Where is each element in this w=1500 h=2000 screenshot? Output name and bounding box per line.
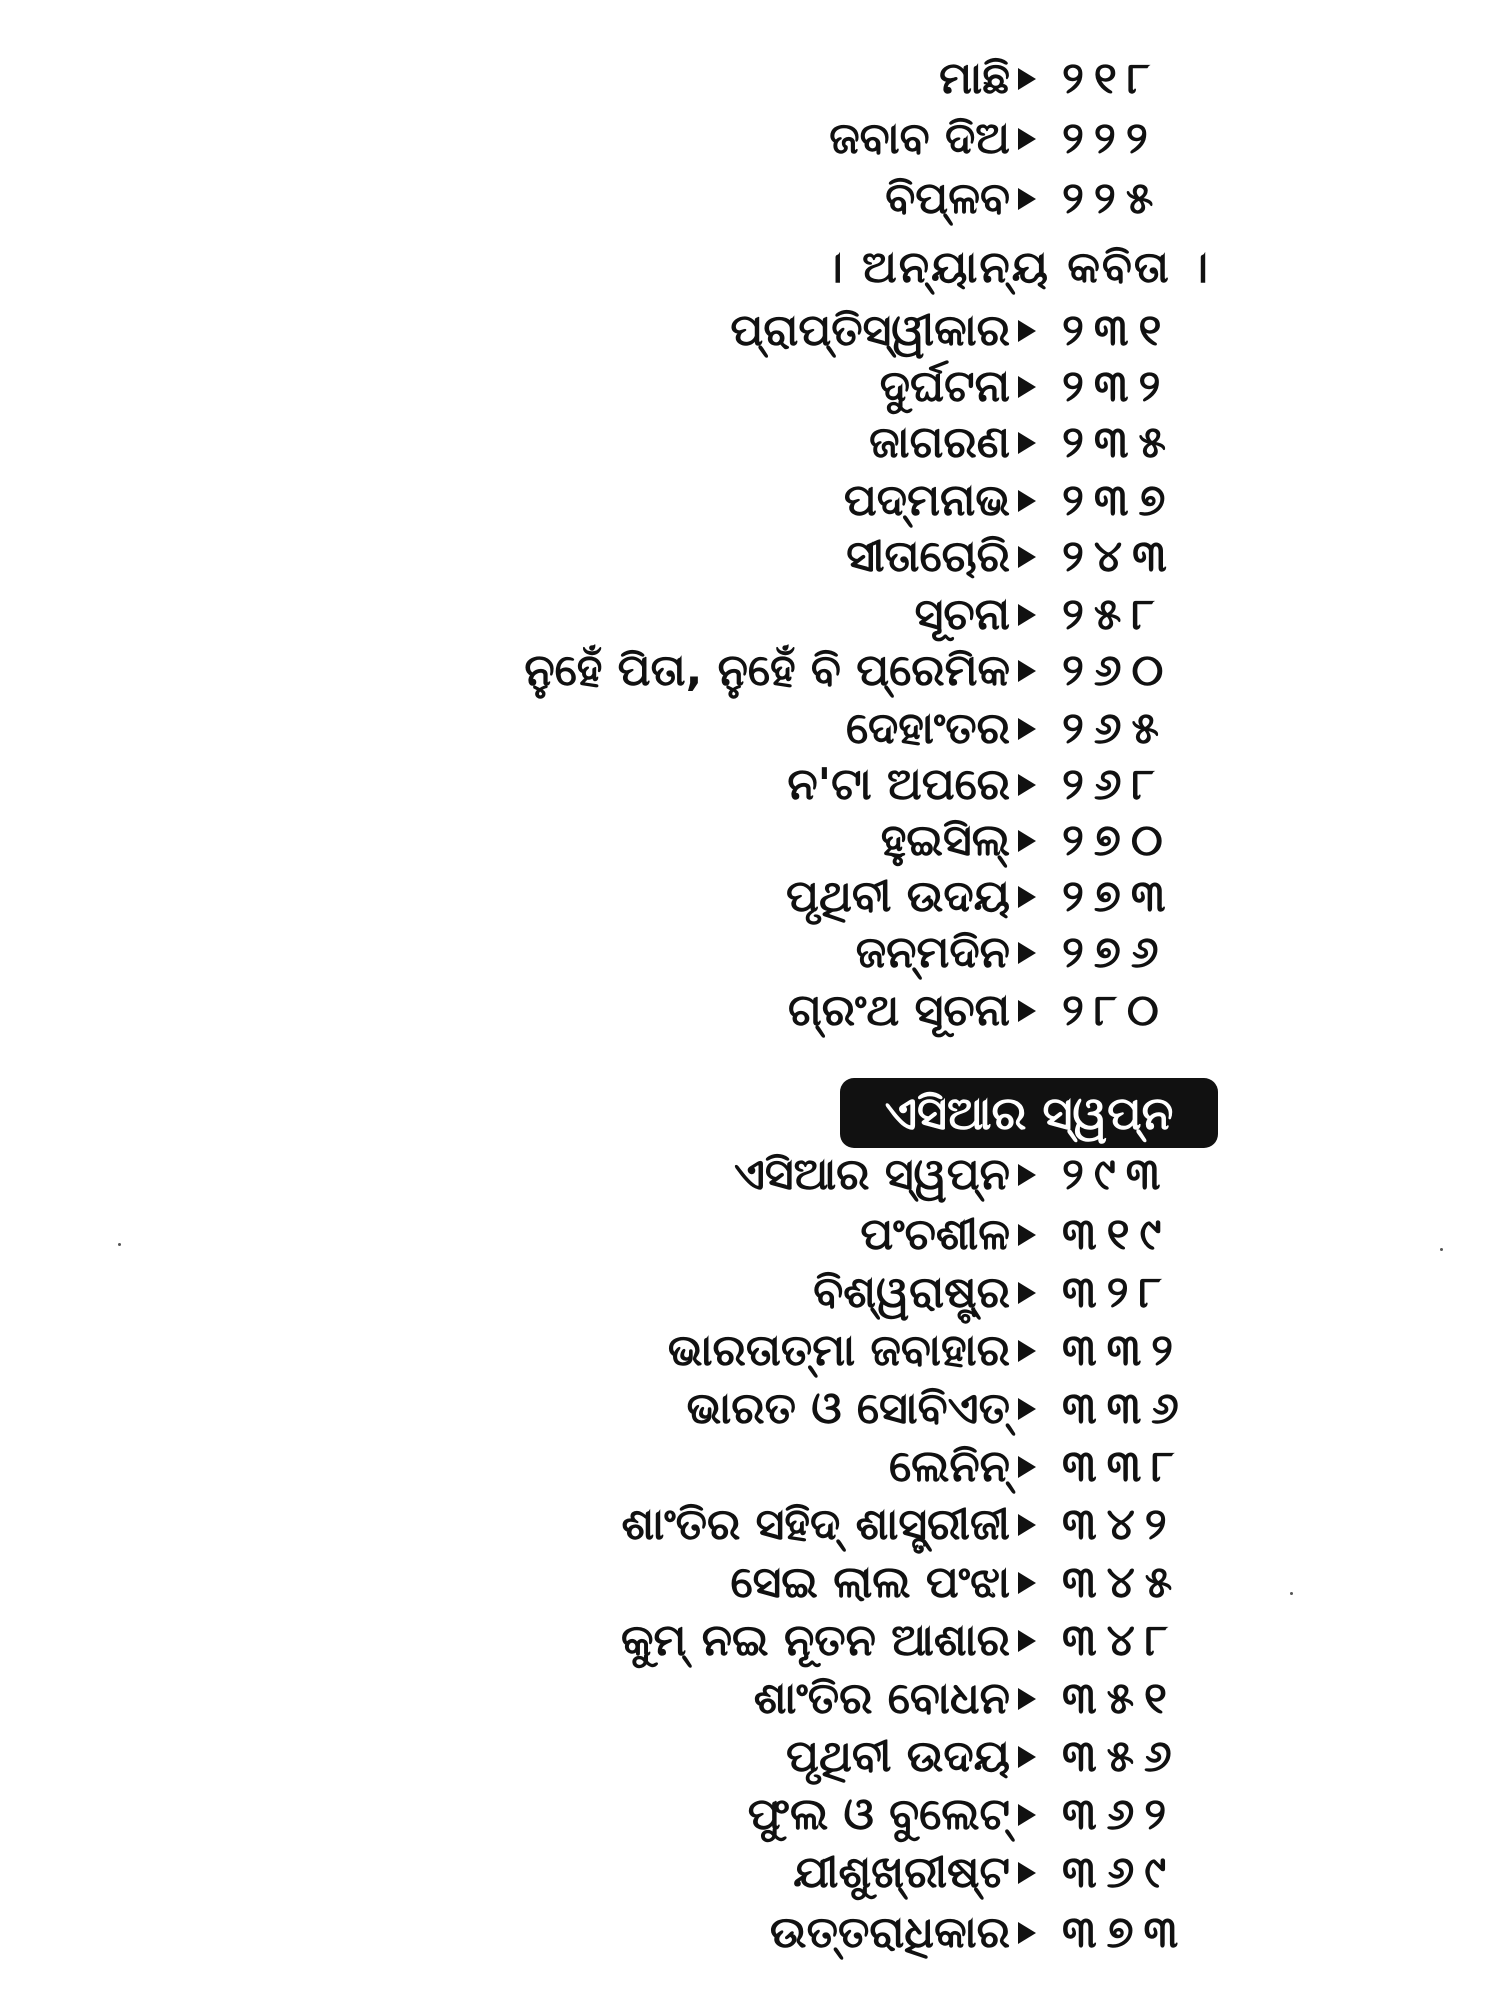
- pointer-arrow-icon: [1018, 546, 1036, 568]
- toc-entry: [0, 756, 1500, 814]
- toc-entry-page: ୩୩୮: [1062, 1441, 1185, 1492]
- toc-entry-page: ୩୬୯: [1062, 1847, 1177, 1898]
- toc-entry-page: ୩୩୬: [1062, 1383, 1189, 1434]
- toc-entry-page: ୨୩୧: [1062, 305, 1172, 356]
- toc-entry-page: ୩୪୨: [1062, 1499, 1177, 1550]
- toc-entry-page: ୩୪୫: [1062, 1557, 1183, 1608]
- toc-entry: [0, 1612, 1500, 1670]
- toc-entry-page: ୨୮୦: [1062, 985, 1169, 1036]
- section-banner: [840, 1078, 1218, 1148]
- toc-entry-title: ପ୍ରାପ୍ତିସ୍ୱୀକାର: [730, 305, 1010, 356]
- pointer-arrow-icon: [1018, 128, 1036, 150]
- toc-entry: [0, 1146, 1500, 1204]
- pointer-arrow-icon: [1018, 886, 1036, 908]
- toc-entry-title: ପଦ୍ମନାଭ: [843, 475, 1010, 526]
- toc-entry: [0, 302, 1500, 360]
- toc-entry-title: ପୃଥିବୀ ଉଦୟ: [786, 1731, 1010, 1782]
- toc-entry-title: ଭାରତ ଓ ସୋବିଏତ୍: [686, 1383, 1010, 1434]
- pointer-arrow-icon: [1018, 376, 1036, 398]
- toc-entry-page: ୩୫୧: [1062, 1673, 1177, 1724]
- toc-entry: [0, 1554, 1500, 1612]
- toc-entry-title: କୁମ୍ ନଇ ନୂତନ ଆଶାର: [620, 1615, 1010, 1666]
- toc-entry-title: ଶାଂତିର ସହିଦ୍ ଶାସ୍ତ୍ରୀଜୀ: [621, 1499, 1010, 1550]
- scan-speck: [1440, 1248, 1443, 1251]
- pointer-arrow-icon: [1018, 1514, 1036, 1536]
- toc-entry: [0, 1438, 1500, 1496]
- toc-entry: [0, 1844, 1500, 1902]
- toc-entry: [0, 1380, 1500, 1438]
- toc-entry-page: ୨୨୫: [1062, 173, 1164, 224]
- toc-entry-title: ନୁହେଁ ପିତା, ନୁହେଁ ବି ପ୍ରେମିକ: [524, 645, 1010, 696]
- pointer-arrow-icon: [1018, 1804, 1036, 1826]
- pointer-arrow-icon: [1018, 68, 1036, 90]
- toc-entry-page: ୨୩୫: [1062, 417, 1176, 468]
- toc-entry: [0, 924, 1500, 982]
- toc-entry-title: ଶାଂତିର ବୋଧନ: [753, 1673, 1010, 1724]
- toc-entry-page: ୩୪୮: [1062, 1615, 1178, 1666]
- toc-entry: [0, 812, 1500, 870]
- toc-entry-title: ପୃଥିବୀ ଉଦୟ: [786, 871, 1010, 922]
- toc-entry-title: ଜବାବ ଦିଅ: [829, 113, 1010, 164]
- toc-entry: [0, 1322, 1500, 1380]
- toc-entry: [0, 700, 1500, 758]
- toc-entry: [0, 528, 1500, 586]
- toc-entry: [0, 982, 1500, 1040]
- toc-entry-title: ଲେନିନ୍: [889, 1441, 1010, 1492]
- toc-entry-title: ବିଶ୍ୱରାଷ୍ଟ୍ର: [813, 1267, 1010, 1318]
- toc-entry-page: ୨୭୩: [1062, 871, 1176, 922]
- toc-entry: [0, 1496, 1500, 1554]
- toc-entry-title: ସେଇ ଲାଲ ପଂଝା: [730, 1557, 1010, 1608]
- toc-entry-title: ଜାଗରଣ: [869, 417, 1010, 468]
- toc-entry-page: ୨୯୩: [1062, 1149, 1171, 1200]
- toc-entry-title: ମାଛି: [939, 53, 1010, 104]
- scan-speck: [118, 1243, 121, 1246]
- pointer-arrow-icon: [1018, 660, 1036, 682]
- toc-entry: [0, 1728, 1500, 1786]
- scan-speck: [1290, 1592, 1293, 1595]
- pointer-arrow-icon: [1018, 188, 1036, 210]
- toc-entry-page: ୨୭୦: [1062, 815, 1173, 866]
- toc-entry: [0, 170, 1500, 228]
- toc-entry-page: ୩୬୨: [1062, 1789, 1177, 1840]
- toc-entry: [0, 110, 1500, 168]
- pointer-arrow-icon: [1018, 1922, 1036, 1944]
- toc-entry-page: ୩୧୯: [1062, 1209, 1172, 1260]
- toc-entry-page: ୨୧୮: [1062, 53, 1160, 104]
- pointer-arrow-icon: [1018, 1000, 1036, 1022]
- toc-entry-title: ଉତ୍ତରାଧିକାର: [769, 1907, 1010, 1958]
- pointer-arrow-icon: [1018, 1746, 1036, 1768]
- toc-entry: [0, 1206, 1500, 1264]
- toc-entry-title: ଗ୍ରଂଥ ସୂଚନା: [787, 985, 1010, 1036]
- toc-entry-title: ଯୀଶୁଖ୍ରୀଷ୍ଟ: [793, 1847, 1010, 1898]
- toc-entry-page: ୩୭୩: [1062, 1907, 1189, 1958]
- pointer-arrow-icon: [1018, 1282, 1036, 1304]
- toc-entry-title: ଦେହାଂତର: [845, 703, 1010, 754]
- pointer-arrow-icon: [1018, 432, 1036, 454]
- pointer-arrow-icon: [1018, 490, 1036, 512]
- toc-entry: [0, 642, 1500, 700]
- toc-entry-page: ୨୬୮: [1062, 759, 1165, 810]
- toc-entry-page: ୨୭୬: [1062, 927, 1169, 978]
- pointer-arrow-icon: [1018, 1862, 1036, 1884]
- toc-entry-page: ୨୫୮: [1062, 589, 1165, 640]
- toc-entry-title: ଭାରତାତ୍ମା ଜବାହାର: [667, 1325, 1010, 1376]
- toc-entry: [0, 1264, 1500, 1322]
- pointer-arrow-icon: [1018, 320, 1036, 342]
- pointer-arrow-icon: [1018, 1456, 1036, 1478]
- section-heading: । ଅନ୍ୟାନ୍ୟ କବିତା ।: [822, 242, 1210, 293]
- pointer-arrow-icon: [1018, 1224, 1036, 1246]
- toc-entry-page: ୩୫୬: [1062, 1731, 1182, 1782]
- pointer-arrow-icon: [1018, 1688, 1036, 1710]
- toc-entry-title: ହୁଇସିଲ୍: [880, 815, 1010, 866]
- toc-entry-title: ପଂଚଶୀଳ: [860, 1209, 1010, 1260]
- toc-entry-page: ୨୬୫: [1062, 703, 1169, 754]
- toc-entry-title: ଏସିଆର ସ୍ୱପ୍ନ: [733, 1149, 1010, 1200]
- toc-entry: [0, 586, 1500, 644]
- pointer-arrow-icon: [1018, 1398, 1036, 1420]
- pointer-arrow-icon: [1018, 830, 1036, 852]
- pointer-arrow-icon: [1018, 1340, 1036, 1362]
- pointer-arrow-icon: [1018, 1630, 1036, 1652]
- toc-entry-title: ସୂଚନା: [914, 589, 1010, 640]
- toc-entry: [0, 1786, 1500, 1844]
- section-banner-label: ଏସିଆର ସ୍ୱପ୍ନ: [884, 1086, 1174, 1140]
- toc-entry: [0, 868, 1500, 926]
- toc-entry-title: ଫୁଲ ଓ ବୁଲେଟ୍: [747, 1789, 1010, 1840]
- pointer-arrow-icon: [1018, 718, 1036, 740]
- toc-entry-page: ୩୨୮: [1062, 1267, 1172, 1318]
- toc-entry-title: ଜନ୍ମଦିନ: [855, 927, 1010, 978]
- toc-entry: [0, 1904, 1500, 1962]
- toc-entry-page: ୨୨୨: [1062, 113, 1158, 164]
- toc-entry-page: ୨୬୦: [1062, 645, 1174, 696]
- toc-entry-title: ସୀତାଚୋରି: [846, 531, 1010, 582]
- toc-entry-page: ୨୪୩: [1062, 531, 1177, 582]
- toc-entry-page: ୨୩୨: [1062, 361, 1171, 412]
- toc-entry: [0, 358, 1500, 416]
- pointer-arrow-icon: [1018, 1572, 1036, 1594]
- pointer-arrow-icon: [1018, 774, 1036, 796]
- toc-entry: [0, 414, 1500, 472]
- pointer-arrow-icon: [1018, 1164, 1036, 1186]
- pointer-arrow-icon: [1018, 942, 1036, 964]
- pointer-arrow-icon: [1018, 604, 1036, 626]
- toc-entry-title: ଦୁର୍ଘଟନା: [879, 361, 1010, 412]
- toc-entry: [0, 50, 1500, 108]
- toc-entry-title: ନ'ଟା ଅପରେ: [787, 759, 1010, 810]
- toc-entry-title: ବିପ୍ଳବ: [885, 173, 1010, 224]
- toc-entry: [0, 1670, 1500, 1728]
- toc-entry-page: ୨୩୭: [1062, 475, 1176, 526]
- toc-entry-page: ୩୩୨: [1062, 1325, 1184, 1376]
- toc-entry: [0, 472, 1500, 530]
